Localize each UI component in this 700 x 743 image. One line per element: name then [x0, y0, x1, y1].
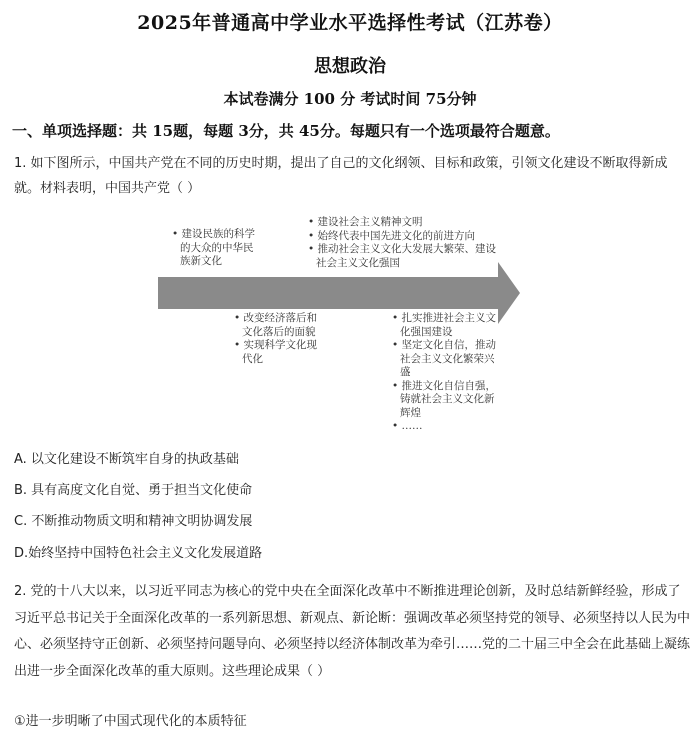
box4-item: • 坚定文化自信，推动社会主义文化繁荣兴盛: [392, 339, 500, 380]
box3-item: • 改变经济落后和文化落后的面貌: [234, 312, 326, 339]
box2-item: • 始终代表中国先进文化的前进方向: [308, 230, 498, 244]
option-b: B. 具有高度文化自觉、勇于担当文化使命: [14, 483, 253, 498]
timeline-diagram: [150, 210, 530, 440]
question-2-stem: 2. 党的十八大以来，以习近平同志为核心的党中央在全面深化改革中不断推进理论创新，及时总结新鲜经验，形成了习近平总书记关于全面深化改革的一系列新思想、新观点、新论断：强调改革必须坚持党的领导、必须坚持以人民为中心、必须坚持守正创新、必须坚持问题导向、必须坚持以经济体制改革为牵引……党的二十届三中全会在此基础上凝练出进一步全面深化改革的重大原则。这些理论成果（ ）: [14, 584, 691, 679]
box3-item: • 实现科学文化现代化: [234, 339, 326, 366]
diagram-box-1: [172, 228, 262, 269]
question-1-stem: 1. 如下图所示，中国共产党在不同的历史时期，提出了自己的文化纲领、目标和政策，引领文化建设不断取得新成就。材料表明，中国共产党（ ）: [14, 156, 668, 196]
subject-title: 思想政治: [314, 56, 386, 77]
box1-item: • 建设民族的科学的大众的中华民族新文化: [172, 228, 262, 269]
diagram-box-4: [392, 312, 500, 434]
option-d: D.始终坚持中国特色社会主义文化发展道路: [14, 546, 263, 561]
box4-item: • 扎实推进社会主义文化强国建设: [392, 312, 500, 339]
question-2-item-1: ①进一步明晰了中国式现代化的本质特征: [14, 714, 247, 729]
box4-item: • ……: [392, 420, 500, 434]
section-heading: 一、单项选择题：共 15题，每题 3分，共 45分。每题只有一个选项最符合题意。: [12, 122, 560, 140]
box2-item: • 建设社会主义精神文明: [308, 216, 498, 230]
option-c: C. 不断推动物质文明和精神文明协调发展: [14, 514, 253, 529]
diagram-box-2: [308, 216, 498, 270]
exam-title: 2025年普通高中学业水平选择性考试（江苏卷）: [137, 12, 563, 34]
exam-info: 本试卷满分 100 分 考试时间 75分钟: [223, 90, 477, 108]
diagram-box-3: [234, 312, 326, 366]
option-a: A. 以文化建设不断筑牢自身的执政基础: [14, 452, 239, 467]
box2-item: • 推动社会主义文化大发展大繁荣、建设社会主义文化强国: [308, 243, 498, 270]
box4-item: • 推进文化自信自强，铸就社会主义文化新辉煌: [392, 380, 500, 421]
